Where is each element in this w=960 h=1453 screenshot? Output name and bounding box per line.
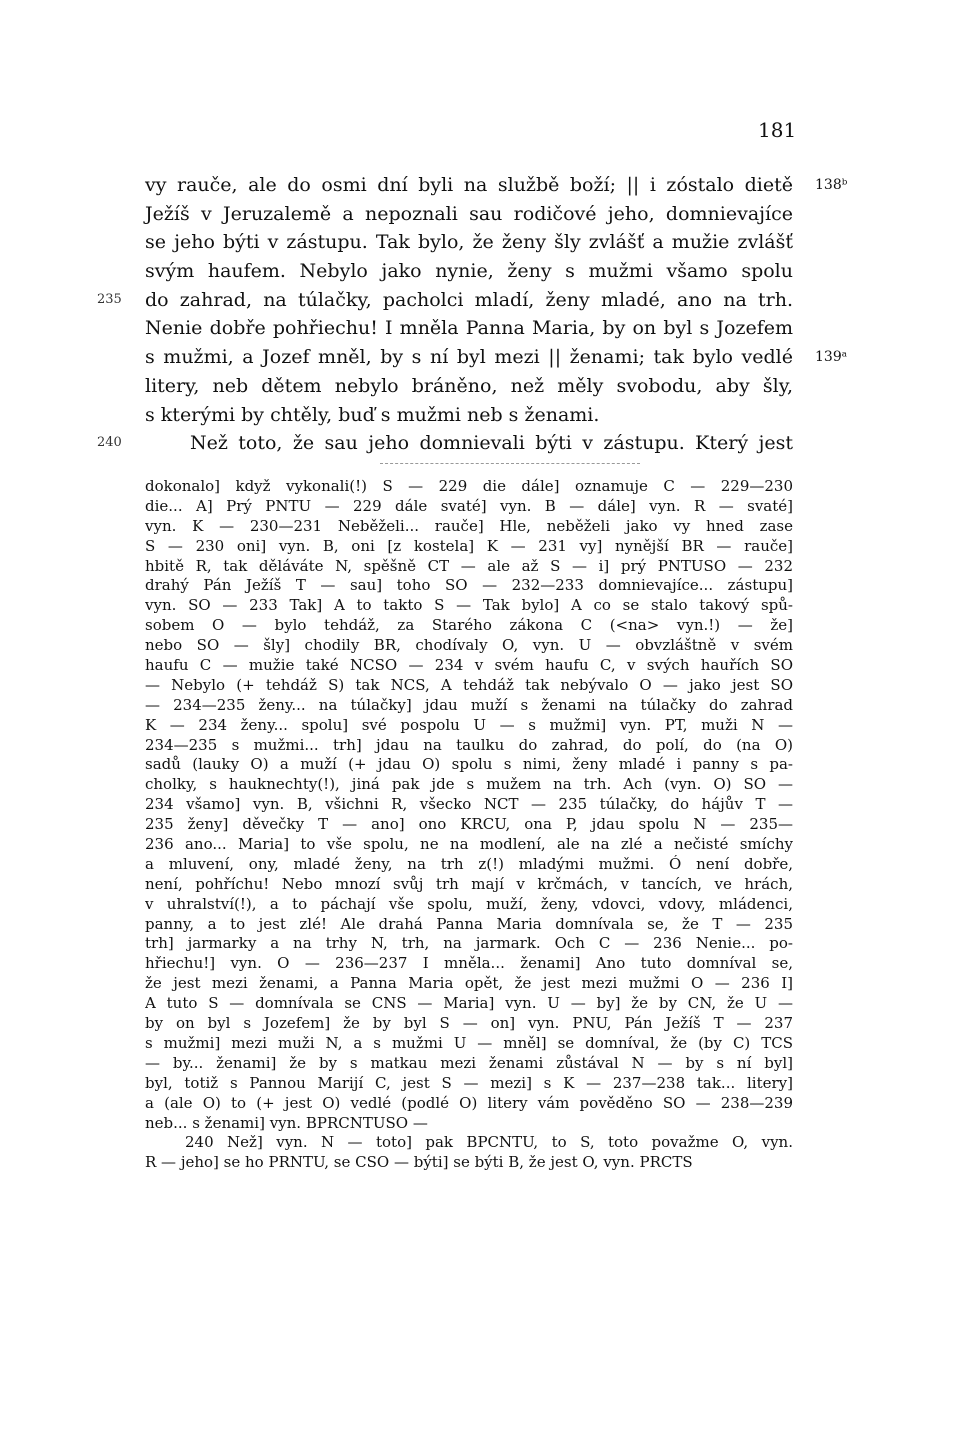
apparatus-line: 236 ano... Maria] to vše spolu, ne na modlení, ale na zlé a nečisté smíchy — [145, 835, 793, 854]
apparatus-line: hřiechu!] vyn. O — 236—237 I mněla... ženami] Ano tuto domníval se, — [145, 954, 793, 973]
main-line-2: Ježíš v Jeruzalemě a nepoznali sau rodičové jeho, domnievajíce — [145, 202, 793, 225]
main-line-8: litery, neb dětem nebylo bráněno, než měly svobodu, aby šly, — [145, 374, 793, 397]
apparatus-line: a mluvení, ony, mladé ženy, na trh z(!) mladými mužmi. Ó není dobře, — [145, 854, 793, 873]
margin-note: 139ᵃ — [815, 349, 848, 366]
apparatus-line: R — jeho] se ho PRNTU, se CSO — býti] se býti B, že jest O, vyn. PRCTS — [145, 1153, 693, 1172]
apparatus-line: haufu C — mužie také NCSO — 234 v svém haufu C, v svých hauřích SO — [145, 656, 793, 675]
apparatus-line: není, pohříchu! Nebo mnozí svůj trh mají v krčmách, v tancích, ve hrách, — [145, 874, 793, 893]
apparatus-line: 234 všamo] vyn. B, všichni R, všecko NCT — 235 túlačky, do hájův T — — [145, 795, 793, 814]
line-number: 235 — [97, 291, 122, 307]
apparatus-line: a (ale O) to (+ jest O) vedlé (podlé O) litery vám pověděno SO — 238—239 — [145, 1093, 793, 1112]
apparatus-line: by on byl s Jozefem] že by byl S — on] vyn. PNU, Pán Ježíš T — 237 — [145, 1014, 793, 1033]
apparatus-line: vyn. K — 230—231 Neběželi... rauče] Hle, neběželi jako vy hned zase — [145, 516, 793, 535]
main-text — [97, 171, 848, 458]
main-line-10: 240 Než toto, že sau jeho domnievali býti v zástupu. Který jest — [145, 429, 793, 458]
page-number: 181 — [758, 118, 797, 142]
critical-apparatus — [145, 477, 793, 1173]
apparatus-line: v uhralství(!), a to páchají vše spolu, muží, ženy, vdovci, vdovy, mládenci, — [145, 894, 793, 913]
margin-note: 138ᵇ — [815, 177, 848, 193]
main-line-3: se jeho býti v zástupu. Tak bylo, že ženy šly zvlášť a mužie zvlášť — [145, 231, 793, 254]
apparatus-line: vyn. SO — 233 Tak] A to takto S — Tak bylo] A co se stalo takový spů- — [145, 596, 793, 615]
apparatus-line: panny, a to jest zlé! Ale drahá Panna Maria domnívala se, že T — 235 — [145, 914, 793, 933]
apparatus-line: K — 234 ženy... spolu] své pospolu U — s mužmi] vyn. PT, muži N — — [145, 715, 793, 734]
apparatus-line: cholky, s hauknechty(!), jiná pak jde s mužem na trh. Ach (vyn. O) SO — — [145, 775, 793, 794]
apparatus-line: — Nebylo (+ tehdáž S) tak NCS, A tehdáž tak nebývalo O — jako jest SO — [145, 675, 793, 694]
apparatus-line: — 234—235 ženy... na túlačky] jdau muží s ženami na túlačky do zahrad — [145, 695, 793, 714]
apparatus-line: byl, totiž s Pannou Marijí C, jest S — mezi] s K — 237—238 tak... litery] — [145, 1073, 793, 1092]
main-line-1: vy rauče, ale do osmi dní byli na službě boží; || i zóstalo dietě 138ᵇ — [145, 171, 793, 200]
main-line-4: svým haufem. Nebylo jako nynie, ženy s mužmi všamo spolu — [145, 260, 793, 283]
apparatus-line: dokonalo] když vykonali(!) S — 229 die dále] oznamuje C — 229—230 — [145, 477, 793, 495]
apparatus-line: trh] jarmarky a na trhy N, trh, na jarmark. Och C — 236 Nenie... po- — [145, 934, 793, 953]
apparatus-line: drahý Pán Ježíš T — sau] toho SO — 232—233 domnievajíce... zástupu] — [145, 576, 793, 595]
main-line-6: Nenie dobře pohřiechu! I mněla Panna Maria, by on byl s Jozefem — [145, 317, 793, 340]
main-line-9: s kterými by chtěly, buď s mužmi neb s ženami. — [145, 403, 600, 426]
apparatus-line: die... A] Prý PNTU — 229 dále svaté] vyn. B — dále] vyn. R — svaté] — [145, 496, 793, 515]
apparatus-line: neb... s ženami] vyn. BPRCNTUSO — — [145, 1113, 428, 1132]
apparatus-line: že jest mezi ženami, a Panna Maria opět, že jest mezi mužmi O — 236 I] — [145, 974, 793, 993]
apparatus-line: 235 ženy] děvečky T — ano] ono KRCU, ona P, jdau spolu N — 235— — [145, 815, 793, 834]
apparatus-line: 240 Než] vyn. N — toto] pak BPCNTU, to S, toto považme O, vyn. — [185, 1133, 793, 1152]
line-number: 240 — [97, 435, 122, 451]
apparatus-line: s mužmi] mezi muži N, a s mužmi U — mněl] se domníval, že (by C) TCS — [145, 1033, 793, 1052]
apparatus-line: sadů (lauky O) a muží (+ jdau O) spolu s nimi, ženy mladé i panny s pa- — [145, 755, 793, 774]
main-line-7: s mužmi, a Jozef mněl, by s ní byl mezi || ženami; tak bylo vedlé 139ᵃ — [145, 343, 793, 372]
apparatus-line: — by... ženami] že by s matkau mezi ženami zůstával N — by s ní byl] — [145, 1053, 793, 1072]
apparatus-line: nebo SO — šly] chodily BR, chodívaly O, vyn. U — obvzláštně v svém — [145, 636, 793, 655]
apparatus-line: S — 230 oni] vyn. B, oni [z kostela] K — 231 vy] nynější BR — rauče] — [145, 536, 793, 555]
main-line-5: 235 do zahrad, na túlačky, pacholci mladí, ženy mladé, ano na trh. — [145, 286, 793, 315]
footnote-separator — [380, 463, 640, 464]
apparatus-line: hbitě R, tak děláváte N, spěšně CT — ale až S — i] prý PNTUSO — 232 — [145, 556, 793, 575]
apparatus-line: A tuto S — domnívala se CNS — Maria] vyn. U — by] že by CN, že U — — [145, 994, 793, 1013]
apparatus-line: 234—235 s mužmi... trh] jdau na taulku do zahrad, do polí, do (na O) — [145, 735, 793, 754]
apparatus-line: sobem O — bylo tehdáž, za Starého zákona C (<na> vyn.!) — že] — [145, 616, 793, 635]
